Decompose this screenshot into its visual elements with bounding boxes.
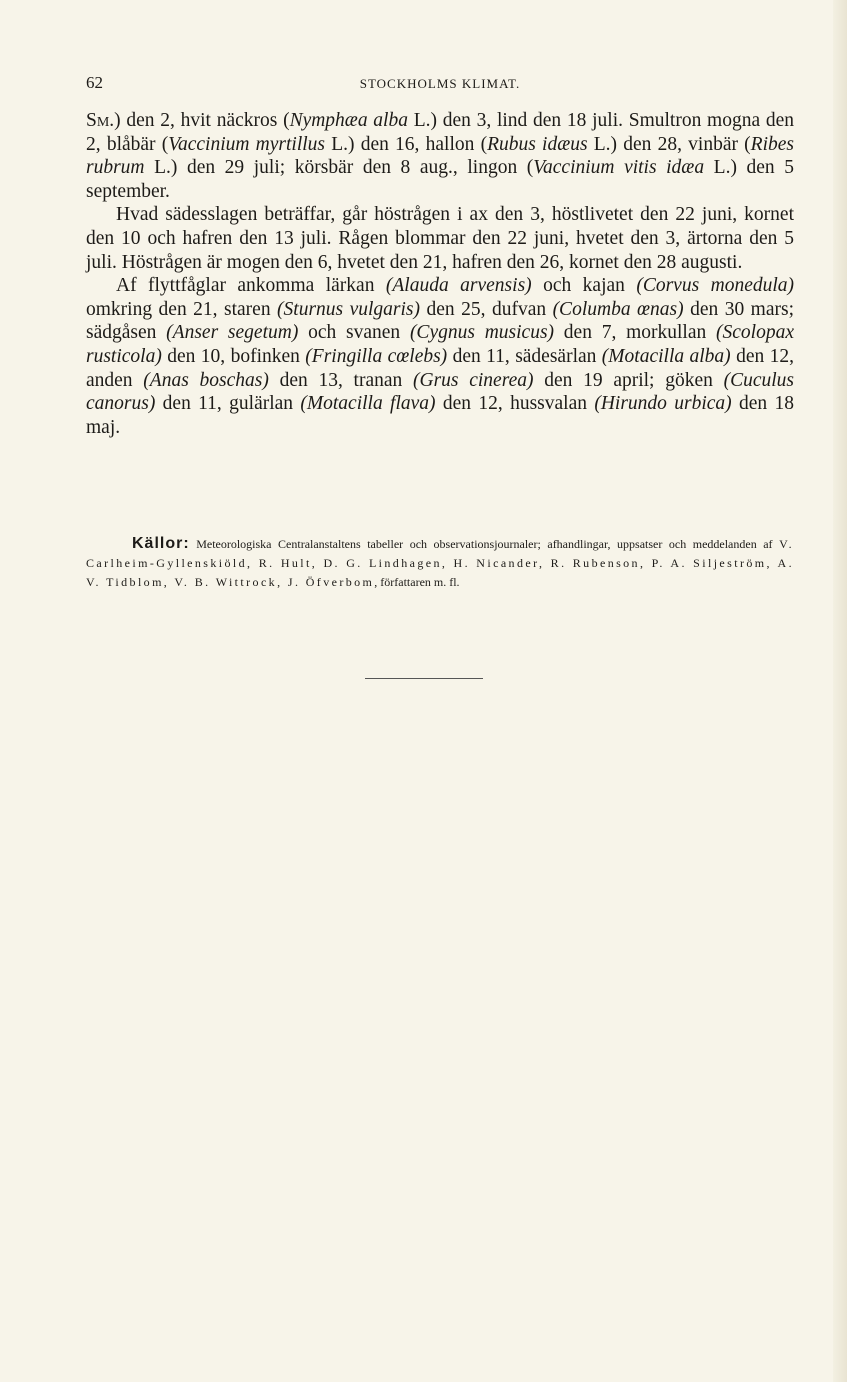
page-title: STOCKHOLMS KLIMAT.	[359, 76, 521, 91]
page-number: 62	[86, 73, 103, 92]
sources-authors: V. Carlheim-Gyllenskiöld, R. Hult, D. G. Lindhagen, H. Nicander, R. Rubenson, P. A. Siljeström, A. V. Tidblom, V. B. Wittrock, J. Öfverbom	[86, 537, 794, 589]
body-text	[86, 109, 794, 439]
paragraph-migratory-birds: Af flyttfåglar ankomma lärkan (Alauda arvensis) och kajan (Corvus monedula) omkring den 21, staren (Sturnus vulgaris) den 25, dufvan (Columba œnas) den 30 mars; sädgåsen (Anser segetum) och svanen (Cygnus musicus) den 7, morkullan (Scolopax rusticola) den 10, bofinken (Fringilla cœlebs) den 11, sädesärlan (Motacilla alba) den 12, anden (Anas boschas) den 13, tranan (Grus cinerea) den 19 april; göken (Cuculus canorus) den 11, gulärlan (Motacilla flava) den 12, hussvalan (Hirundo urbica) den 18 maj.	[86, 275, 795, 438]
paragraph-grain: Hvad sädesslagen beträffar, går höstrågen i ax den 3, höstlivetet den 22 juni, kornet den 10 och hafren den 13 juli. Rågen blommar den 22 juni, hvetet den 3, ärtorna den 5 juli. Höstrågen är mogen den 6, hvetet den 21, hafren den 26, kornet den 28 augusti.	[86, 204, 794, 273]
page-edge	[833, 0, 847, 1382]
running-head	[86, 74, 794, 92]
end-rule	[365, 678, 483, 679]
sources-label: Källor:	[132, 535, 190, 552]
paragraph-flowering: Sm.) den 2, hvit näckros (Nymphæa alba L.) den 3, lind den 18 juli. Smultron mogna den 2, blåbär (Vaccinium myrtillus L.) den 16, hallon (Rubus idæus L.) den 28, vinbär (Ribes rubrum L.) den 29 juli; körsbär den 8 aug., lingon (Vaccinium vitis idæa L.) den 5 september.	[86, 110, 795, 202]
sources-note: Källor: Meteorologiska Centralanstaltens tabeller och observationsjournaler; afhandlingar, uppsatser och meddelanden af V. Carlheim-Gyllenskiöld, R. Hult, D. G. Lindhagen, H. Nicander, R. Rubenson, P. A. Siljeström, A. V. Tidblom, V. B. Wittrock, J. Öfverbom, författaren m. fl.	[86, 535, 794, 589]
